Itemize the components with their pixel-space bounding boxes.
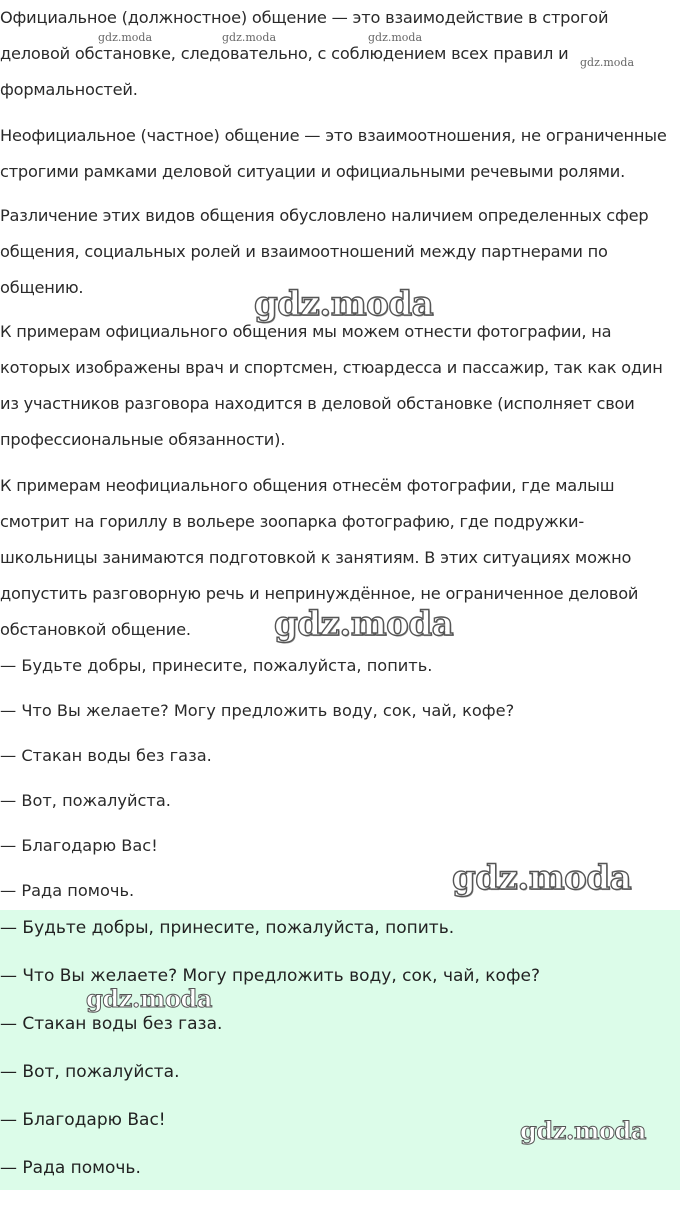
paragraph-unofficial: Неофициальное (частное) общение — это взаимоотношения, не ограниченные строгими рамками деловой ситуации и официальными речевыми ролями. [0,126,667,181]
answer-line: — Благодарю Вас! [0,1110,166,1130]
answer-box [0,910,680,1190]
watermark: gdz.moda [368,31,423,44]
dialogue-line: — Будьте добры, принесите, пожалуйста, попить. [0,656,433,675]
dialogue-line: — Рада помочь. [0,881,135,900]
watermark: gdz.moda [520,1116,647,1145]
paragraph-official-examples: К примерам официального общения мы можем отнести фотографии, на которых изображены врач и спортсмен, стюардесса и пассажир, так как один из участников разговора находится в деловой обстановке (исполняет свои профессиональные обязанности). [0,322,663,449]
watermark: gdz.moda [452,858,632,898]
answer-line: — Рада помочь. [0,1158,141,1178]
paragraph-distinction: Различение этих видов общения обусловлено наличием определенных сфер общения, социальных ролей и взаимоотношений между партнерами по общению. [0,206,649,297]
answer-line: — Будьте добры, принесите, пожалуйста, попить. [0,918,455,938]
answer-line: — Что Вы желаете? Могу предложить воду, сок, чай, кофе? [0,966,540,986]
paragraph-official: Официальное (должностное) общение — это взаимодействие в строгой деловой обстановке, следовательно, с соблюдением всех правил и формальностей. [0,8,609,99]
dialogue-line: — Что Вы желаете? Могу предложить воду, сок, чай, кофе? [0,701,515,720]
answer-line: — Вот, пожалуйста. [0,1062,180,1082]
watermark: gdz.moda [580,56,635,69]
answer-line: — Стакан воды без газа. [0,1014,223,1034]
watermark: gdz.moda [98,31,153,44]
watermark: gdz.moda [222,31,277,44]
paragraph-unofficial-examples: К примерам неофициального общения отнесём фотографии, где малыш смотрит на гориллу в вольере зоопарка фотографию, где подружки-школьницы занимаются подготовкой к занятиям. В этих ситуациях можно допустить разговорную речь и непринуждённое, не ограниченное деловой обстановкой общение. [0,476,639,639]
dialogue-line: — Благодарю Вас! [0,836,158,855]
watermark: gdz.moda [254,284,434,324]
watermark: gdz.moda [274,604,454,644]
dialogue-line: — Вот, пожалуйста. [0,791,171,810]
dialogue-line: — Стакан воды без газа. [0,746,212,765]
watermark: gdz.moda [86,984,213,1013]
